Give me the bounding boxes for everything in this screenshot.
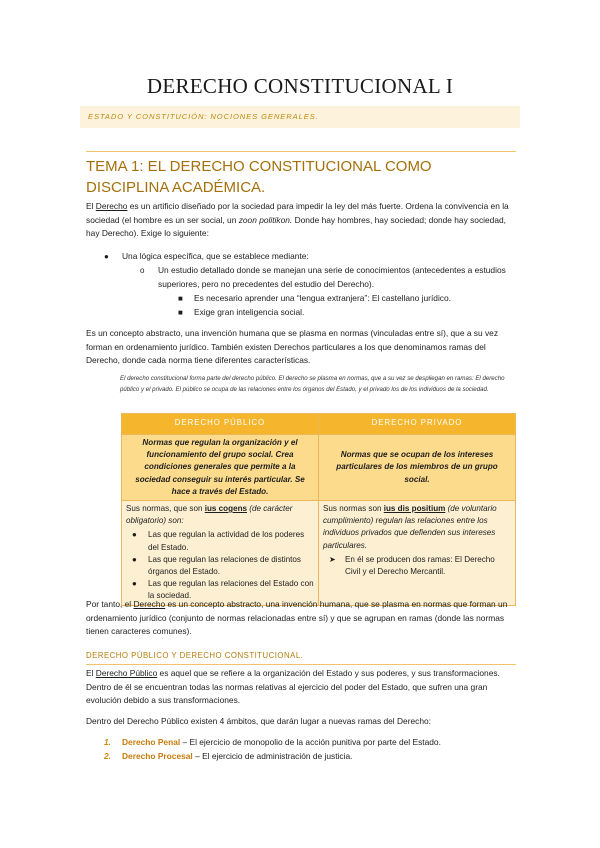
list-item xyxy=(104,750,516,764)
public-law-paragraph xyxy=(86,667,516,708)
public-law-text-b: es aquel que se refiere a la organización del Estado y sus poderes, y sus transformaciones. Dentro de él se encuentran todas las normas relativas al ejercicio del poder del Estado, que sufren una gran evolución debido a sus transformaciones. xyxy=(86,668,500,706)
document-title: DERECHO CONSTITUCIONAL I xyxy=(146,74,454,98)
bullet-circle-icon: o xyxy=(140,266,145,275)
intro-paragraph xyxy=(86,200,516,241)
comparison-table xyxy=(121,413,516,606)
note-paragraph: El derecho constitucional forma parte del derecho público. El derecho se plasma en normas, que a su vez se despliegan en ramas: El derecho público y el privado. El público se ocupa de las relaciones entre los órganos del Estado, y el privado los de los individuos de la sociedad. xyxy=(120,375,505,393)
list-item xyxy=(126,554,314,578)
table-description-row xyxy=(122,435,516,501)
derecho-publico-term: Derecho Público xyxy=(95,668,158,678)
list-text: – El ejercicio de administración de justicia. xyxy=(192,751,353,761)
document-subtitle: ESTADO Y CONSTITUCIÓN: NOCIONES GENERALES. xyxy=(88,112,319,121)
privado-norms-text-c: (de voluntario cumplimiento) regulan las relaciones entre los individuos privados que defienden sus intereses particulares. xyxy=(323,504,497,550)
list-item xyxy=(323,554,511,578)
summary-paragraph xyxy=(86,598,516,639)
list-text: – El ejercicio de monopolio de la acción punitiva por parte del Estado. xyxy=(180,737,441,747)
bullet-disc-icon: ● xyxy=(132,579,137,589)
section-heading: DERECHO PÚBLICO Y DERECHO CONSTITUCIONAL. xyxy=(86,651,304,660)
public-law-text-a: El xyxy=(86,668,96,678)
table-header-row xyxy=(122,414,516,435)
list-item xyxy=(126,529,314,553)
arrow-right-icon: ➤ xyxy=(329,554,336,564)
intro-text-b: es un artificio diseñado por la sociedad para impedir la ley del más fuerte. Ordena la convivencia en la sociedad (el hombre es un ser social, un xyxy=(86,201,509,225)
summary-text-a: Por tanto, el xyxy=(86,599,134,609)
ius-dispositium-term: ius dis positium xyxy=(383,504,446,514)
intro-text-a: El xyxy=(86,201,96,211)
privado-norms-cell xyxy=(319,501,516,606)
publico-item-text: Las que regulan la actividad de los poderes del Estado. xyxy=(148,530,305,552)
table-norms-row xyxy=(122,501,516,606)
header-derecho-publico: DERECHO PÚBLICO xyxy=(122,414,319,435)
list-keyword: Derecho Penal xyxy=(122,737,181,747)
intro-derecho-term: Derecho xyxy=(95,201,128,211)
list-item xyxy=(104,736,516,750)
header-derecho-privado: DERECHO PRIVADO xyxy=(319,414,516,435)
list-number: 1. xyxy=(104,737,111,747)
bullet-disc-icon: ● xyxy=(132,530,137,540)
publico-norms-text-c: (de carácter obligatorio) son: xyxy=(126,504,293,526)
intro-zoon-term: zoon politikon. xyxy=(238,214,293,225)
privado-item-text: En él se producen dos ramas: El Derecho Civil y el Derecho Mercantil. xyxy=(345,554,495,577)
summary-text-b: es un concepto abstracto, una invención humana, que se plasma en normas que forman un ordenamiento jurídico (conjunto de normas relacionadas entre sí) y que se agrupan en ramas (donde las normas tienen caracteres comunes). xyxy=(86,599,508,637)
publico-norms-text-a: Sus normas, que son xyxy=(126,504,205,514)
publico-norms-cell xyxy=(122,501,319,606)
list-keyword: Derecho Procesal xyxy=(122,751,193,761)
publico-description: Normas que regulan la organización y el funcionamiento del grupo social. Crea condiciones generales que permite a la sociedad conseguir su interés particular. Se hace a través del Estado. xyxy=(122,435,319,501)
summary-derecho-term: Derecho xyxy=(133,599,166,609)
privado-norms-list xyxy=(323,554,511,578)
publico-item-text: Las que regulan las relaciones de distintos órganos del Estado. xyxy=(148,554,301,577)
bullet-disc-icon: ● xyxy=(132,554,137,564)
publico-norms-list xyxy=(126,529,314,602)
bullet-disc-icon: ● xyxy=(104,252,109,261)
privado-norms-text-a: Sus normas son xyxy=(323,504,384,514)
section-divider xyxy=(86,664,516,665)
privado-description: Normas que se ocupan de los intereses particulares de los miembros de un grupo social. xyxy=(319,435,516,501)
ambitos-paragraph: Dentro del Derecho Público existen 4 ámbitos, que darán lugar a nuevas ramas del Derecho: xyxy=(86,716,431,726)
bullet-l3a-text: Es necesario aprender una “lengua extranjera”: El castellano jurídico. xyxy=(194,293,451,303)
tema-divider xyxy=(86,151,516,152)
intro-text-c: Donde hay hombres, hay sociedad; donde hay sociedad, hay Derecho). Exige lo siguiente: xyxy=(86,214,506,239)
bullet-l1-text: Una lógica específica, que se establece mediante: xyxy=(122,251,309,261)
bullet-l3b-text: Exige gran inteligencia social. xyxy=(194,307,305,317)
bullet-l2-text: Un estudio detallado donde se manejan una serie de conocimientos (antecedentes a estudios superiores, pero no precedentes del estudio del Derecho). xyxy=(158,265,506,289)
list-number: 2. xyxy=(104,751,111,761)
tema-heading: TEMA 1: EL DERECHO CONSTITUCIONAL COMO DISCIPLINA ACADÉMICA. xyxy=(86,158,432,196)
bullet-square-icon: ■ xyxy=(178,294,183,303)
concept-paragraph: Es un concepto abstracto, una invención humana que se plasma en normas (vinculadas entre sí), que a su vez forman en ordenamiento jurídico. También existen Derechos particulares a los que denominamos ramas del Derecho, donde cada norma tiene diferentes características. xyxy=(86,328,499,366)
publico-item-text: Las que regulan las relaciones del Estado con la sociedad. xyxy=(148,579,314,601)
ius-cogens-term: ius cogens xyxy=(204,504,248,514)
bullet-square-icon: ■ xyxy=(178,308,183,317)
